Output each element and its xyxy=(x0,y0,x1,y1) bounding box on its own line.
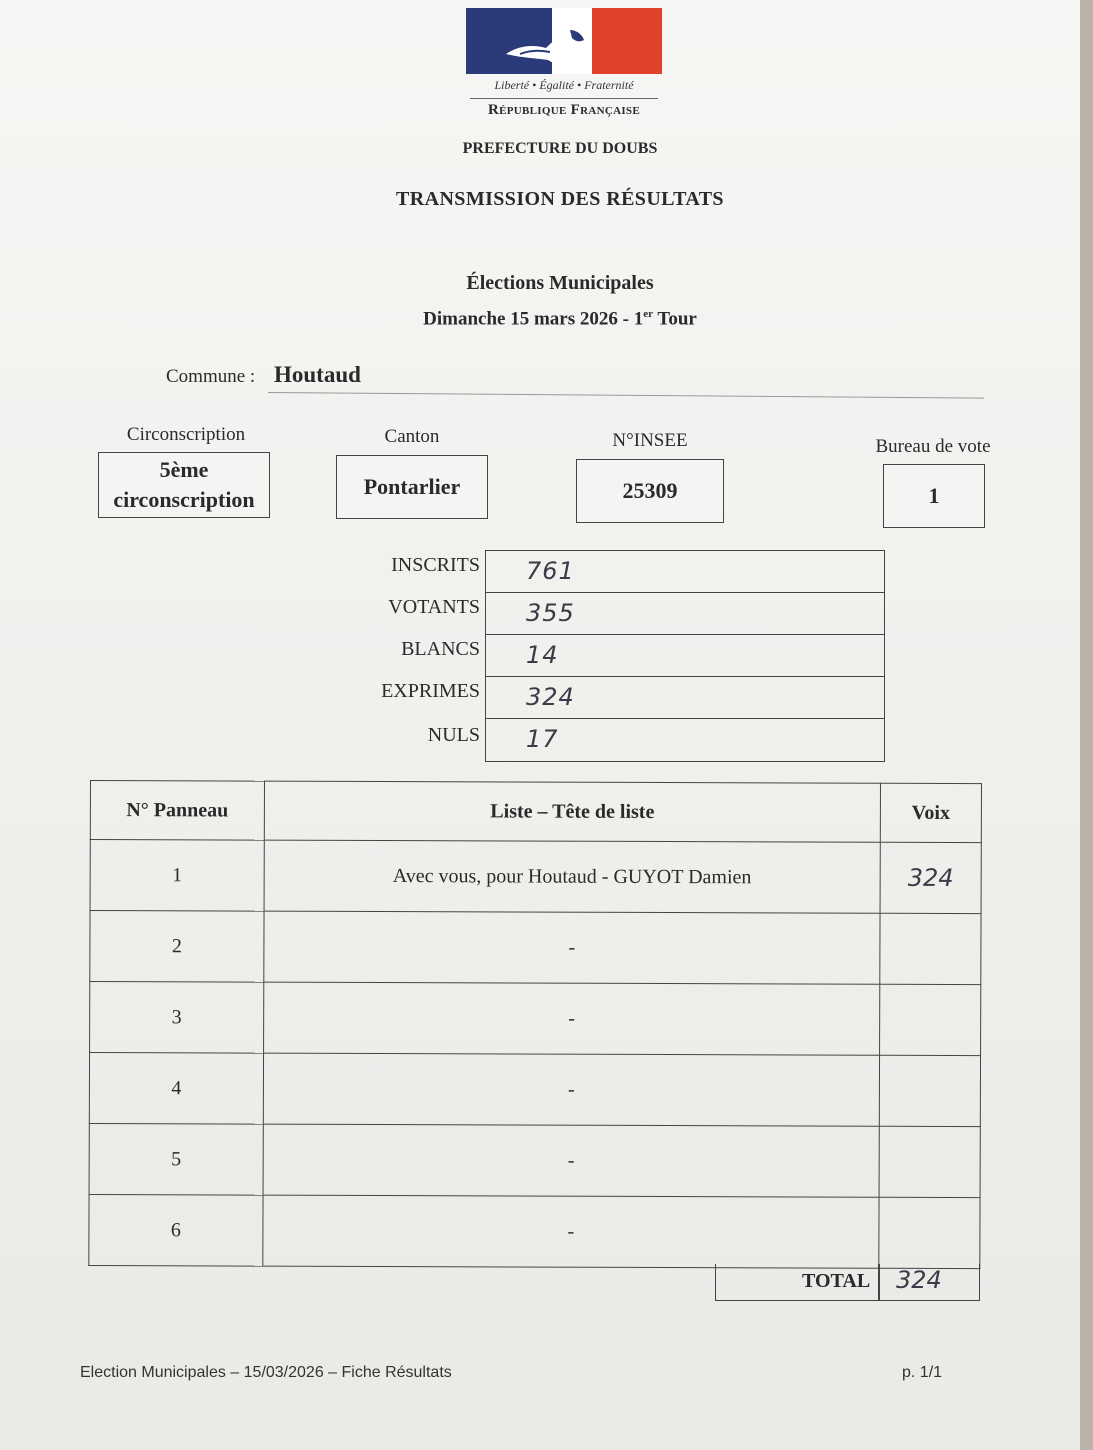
republic-name: République Française xyxy=(488,102,640,118)
panneau-number: 3 xyxy=(90,982,264,1054)
voix-value xyxy=(880,913,981,984)
stat-label-blancs: BLANCS xyxy=(401,638,480,660)
total-label: TOTAL xyxy=(802,1270,871,1292)
liste-name: - xyxy=(263,1124,879,1197)
prefecture-name: PREFECTURE DU DOUBS xyxy=(462,140,658,157)
voix-value xyxy=(880,984,981,1055)
liste-name: Avec vous, pour Houtaud - GUYOT Damien xyxy=(264,840,880,913)
stat-value-votants: 355 xyxy=(526,599,575,627)
insee-label: N°INSEE xyxy=(612,430,688,451)
canton-label: Canton xyxy=(384,426,440,447)
voix-value xyxy=(879,1197,980,1268)
stat-label-exprimes: EXPRIMES xyxy=(381,680,480,702)
stat-row-exprimes xyxy=(486,677,884,719)
voix-value xyxy=(879,1055,980,1126)
header-panneau: N° Panneau xyxy=(90,781,264,841)
canton-value: Pontarlier xyxy=(336,455,488,519)
liste-name: - xyxy=(264,911,880,984)
stat-value-blancs: 14 xyxy=(526,641,559,669)
table-row xyxy=(89,1194,980,1268)
marianne-logo xyxy=(466,8,662,132)
liste-name: - xyxy=(263,982,879,1055)
election-type: Élections Municipales xyxy=(466,272,654,294)
panneau-number: 4 xyxy=(89,1053,263,1125)
commune-label: Commune : xyxy=(166,366,256,387)
circonscription-line1: 5ème xyxy=(159,457,209,483)
panneau-number: 2 xyxy=(90,911,264,983)
table-row xyxy=(89,1053,980,1127)
stats-grid xyxy=(485,550,885,762)
stat-value-inscrits: 761 xyxy=(526,557,575,585)
bureau-value: 1 xyxy=(883,464,985,528)
stat-value-exprimes: 324 xyxy=(526,683,575,711)
panneau-number: 5 xyxy=(89,1123,263,1195)
stat-value-nuls: 17 xyxy=(526,725,559,753)
stat-label-inscrits: INSCRITS xyxy=(391,554,480,576)
voix-value: 324 xyxy=(880,842,981,913)
total-box xyxy=(715,1264,980,1301)
stat-row-votants xyxy=(486,593,884,635)
motto: Liberté • Égalité • Fraternité xyxy=(494,78,634,92)
bureau-label: Bureau de vote xyxy=(875,436,991,457)
commune-value: Houtaud xyxy=(274,362,361,387)
footer-left: Election Municipales – 15/03/2026 – Fiche Résultats xyxy=(80,1364,452,1381)
stat-label-votants: VOTANTS xyxy=(388,596,480,618)
header-voix: Voix xyxy=(880,783,981,842)
table-row xyxy=(89,1123,980,1197)
results-table xyxy=(88,780,982,1269)
circonscription-line2: circonscription xyxy=(113,487,255,512)
results-header-row xyxy=(90,781,981,843)
stat-row-nuls xyxy=(486,719,884,761)
liste-name: - xyxy=(263,1195,879,1268)
voix-value xyxy=(879,1126,980,1197)
commune-underline xyxy=(268,392,984,399)
election-date: Dimanche 15 mars 2026 - 1er Tour xyxy=(423,308,697,330)
total-value: 324 xyxy=(896,1266,942,1294)
document-title: TRANSMISSION DES RÉSULTATS xyxy=(396,188,724,210)
table-row xyxy=(90,911,981,985)
panneau-number: 6 xyxy=(89,1194,263,1266)
background-edge xyxy=(1080,0,1093,1450)
footer-page-number: p. 1/1 xyxy=(902,1364,943,1381)
stat-row-blancs xyxy=(486,635,884,677)
stat-label-nuls: NULS xyxy=(427,724,480,746)
insee-value: 25309 xyxy=(576,459,724,523)
circonscription-label: Circonscription xyxy=(126,424,246,445)
header-liste: Liste – Tête de liste xyxy=(264,781,880,842)
table-row xyxy=(90,840,981,914)
tricolor-flag-icon xyxy=(466,8,662,74)
circonscription-box xyxy=(98,452,270,518)
liste-name: - xyxy=(263,1053,879,1126)
stat-row-inscrits xyxy=(486,551,884,593)
table-row xyxy=(90,982,981,1056)
panneau-number: 1 xyxy=(90,840,264,912)
